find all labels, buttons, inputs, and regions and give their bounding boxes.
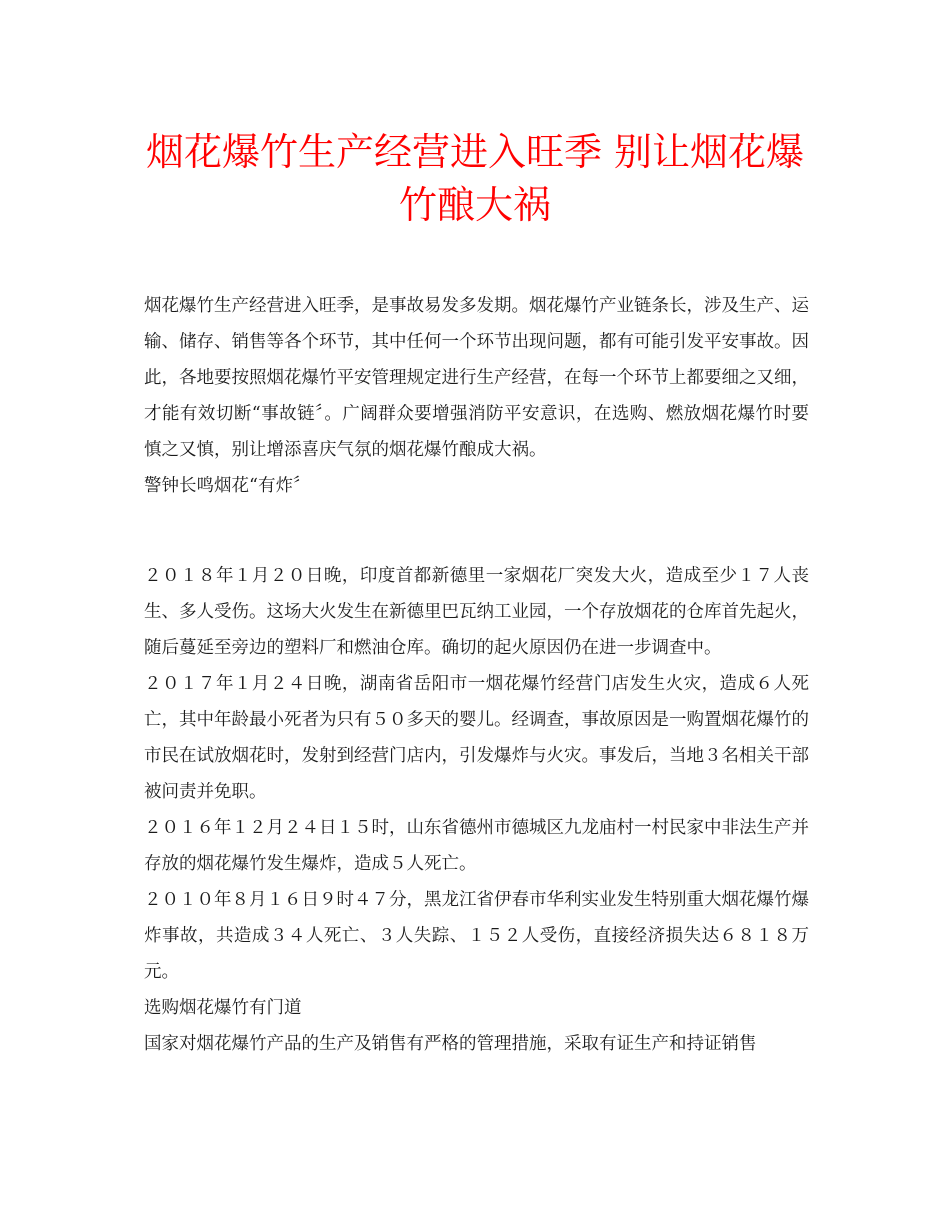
- section-heading-buying: 选购烟花爆竹有门道: [144, 998, 302, 1018]
- intro-paragraph: 烟花爆竹生产经营进入旺季，是事故易发多发期。烟花爆竹产业链条长，涉及生产、运输、储存、销售等各个环节，其中任何一个环节出现问题，都有可能引发平安事故。因此，各地要按照烟花爆竹平安管理规定进行生产经营，在每一个环节上都要细之又细，才能有效切断“事故链〞。广阔群众要增强消防平安意识，在选购、燃放烟花爆竹时要慎之又慎，别让增添喜庆气氛的烟花爆竹酿成大祸。: [144, 296, 809, 460]
- document-title: 烟花爆竹生产经营进入旺季 别让烟花爆竹酿大祸: [145, 130, 805, 227]
- incident-paragraph-2016: ２０１６年１２月２４日１５时，山东省德州市德城区九龙庙村一村民家中非法生产并存放的烟花爆竹发生爆炸，造成５人死亡。: [144, 818, 809, 874]
- document-body: [144, 288, 809, 1062]
- section-heading-warning: 警钟长鸣烟花“有炸〞: [144, 476, 311, 496]
- regulation-paragraph: 国家对烟花爆竹产品的生产及销售有严格的管理措施，采取有证生产和持证销售: [144, 1034, 757, 1054]
- incident-paragraph-2010: ２０１０年８月１６日９时４７分，黑龙江省伊春市华利实业发生特别重大烟花爆竹爆炸事故，共造成３４人死亡、３人失踪、１５２人受伤，直接经济损失达６８１８万元。: [144, 890, 809, 982]
- section-spacer: [144, 504, 809, 558]
- incident-paragraph-2017: ２０１７年１月２４日晚，湖南省岳阳市一烟花爆竹经营门店发生火灾，造成６人死亡，其中年龄最小死者为只有５０多天的婴儿。经调查，事故原因是一购置烟花爆竹的市民在试放烟花时，发射到经营门店内，引发爆炸与火灾。事发后，当地３名相关干部被问责并免职。: [144, 674, 809, 802]
- incident-paragraph-2018: ２０１８年１月２０日晚，印度首都新德里一家烟花厂突发大火，造成至少１７人丧生、多人受伤。这场大火发生在新德里巴瓦纳工业园，一个存放烟花的仓库首先起火，随后蔓延至旁边的塑料厂和燃油仓库。确切的起火原因仍在进一步调查中。: [144, 566, 809, 658]
